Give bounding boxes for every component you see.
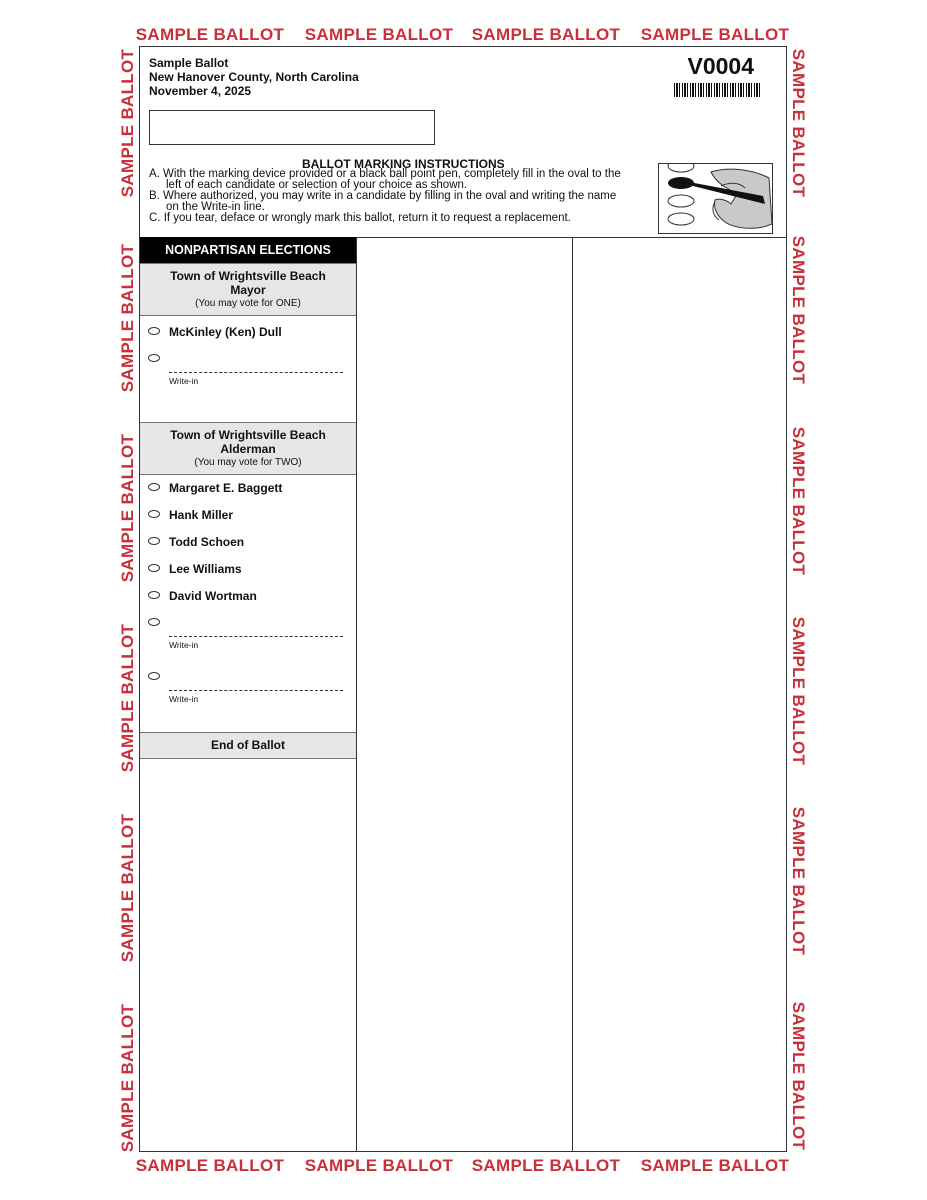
candidate-row[interactable]	[140, 584, 356, 611]
write-in-row[interactable]	[140, 665, 356, 719]
instructions	[149, 169, 649, 224]
hand-pen-icon	[659, 164, 772, 233]
watermark-right-3: SAMPLE BALLOT	[789, 426, 808, 576]
vote-oval[interactable]	[148, 564, 160, 572]
watermark-bottom-2: SAMPLE BALLOT	[304, 1156, 454, 1175]
ballot-county: New Hanover County, North Carolina	[149, 70, 359, 84]
watermark-left-2: SAMPLE BALLOT	[118, 243, 137, 393]
watermark-right-5: SAMPLE BALLOT	[789, 806, 808, 956]
contest-header-alderman	[140, 422, 356, 475]
barcode	[674, 83, 762, 97]
candidate-name: Hank Miller	[169, 508, 234, 522]
section-title: NONPARTISAN ELECTIONS	[140, 237, 356, 263]
vote-oval[interactable]	[148, 483, 160, 491]
candidate-row[interactable]	[140, 320, 356, 347]
contest-office: Alderman	[220, 442, 276, 456]
candidate-name: David Wortman	[169, 589, 257, 603]
write-in-line[interactable]	[169, 372, 343, 373]
vote-oval[interactable]	[148, 537, 160, 545]
ballot-header	[140, 47, 786, 238]
candidate-row[interactable]	[140, 557, 356, 584]
precinct-box	[149, 110, 435, 145]
end-of-ballot: End of Ballot	[140, 732, 356, 759]
write-in-row[interactable]	[140, 611, 356, 665]
vote-oval[interactable]	[148, 327, 160, 335]
vote-oval[interactable]	[148, 354, 160, 362]
watermark-top-3: SAMPLE BALLOT	[471, 25, 621, 44]
candidate-row[interactable]	[140, 530, 356, 557]
ballot-column-3	[572, 237, 787, 1151]
vote-oval[interactable]	[148, 618, 160, 626]
watermark-bottom-3: SAMPLE BALLOT	[471, 1156, 621, 1175]
watermark-top-2: SAMPLE BALLOT	[304, 25, 454, 44]
watermark-left-6: SAMPLE BALLOT	[118, 1003, 137, 1153]
instruction-c: C. If you tear, deface or wrongly mark this ballot, return it to request a replacement.	[149, 212, 571, 224]
vote-oval[interactable]	[148, 591, 160, 599]
write-in-line[interactable]	[169, 690, 343, 691]
write-in-label: Write-in	[169, 694, 199, 704]
instructions-title: BALLOT MARKING INSTRUCTIONS	[302, 157, 505, 171]
contest-header-mayor	[140, 263, 356, 316]
candidate-name: McKinley (Ken) Dull	[169, 325, 282, 339]
ballot-column-2	[356, 237, 573, 1151]
ballot-title: Sample Ballot	[149, 56, 229, 70]
candidate-row[interactable]	[140, 503, 356, 530]
watermark-left-4: SAMPLE BALLOT	[118, 623, 137, 773]
watermark-left-1: SAMPLE BALLOT	[118, 48, 137, 198]
contest-jurisdiction: Town of Wrightsville Beach	[170, 428, 326, 442]
instruction-b: B. Where authorized, you may write in a candidate by filling in the oval and writing the name	[149, 190, 617, 202]
watermark-right-1: SAMPLE BALLOT	[789, 48, 808, 198]
instruction-b-cont: on the Write-in line.	[166, 201, 265, 213]
candidate-name: Todd Schoen	[169, 535, 245, 549]
contest-jurisdiction: Town of Wrightsville Beach	[170, 269, 326, 283]
vote-oval[interactable]	[148, 672, 160, 680]
write-in-line[interactable]	[169, 636, 343, 637]
watermark-left-3: SAMPLE BALLOT	[118, 433, 137, 583]
vote-instruction: (You may vote for ONE)	[195, 298, 301, 309]
watermark-right-2: SAMPLE BALLOT	[789, 235, 808, 385]
watermark-left-5: SAMPLE BALLOT	[118, 813, 137, 963]
ballot-date: November 4, 2025	[149, 84, 252, 98]
marking-example-image	[658, 163, 773, 234]
candidate-row[interactable]	[140, 476, 356, 503]
ballot-style-code: V0004	[687, 53, 754, 79]
ballot-info	[149, 56, 359, 98]
watermark-right-6: SAMPLE BALLOT	[789, 1001, 808, 1151]
watermark-right-4: SAMPLE BALLOT	[789, 616, 808, 766]
watermark-bottom-1: SAMPLE BALLOT	[135, 1156, 285, 1175]
watermark-bottom-4: SAMPLE BALLOT	[640, 1156, 790, 1175]
write-in-row[interactable]	[140, 347, 356, 401]
write-in-label: Write-in	[169, 376, 199, 386]
watermark-top-1: SAMPLE BALLOT	[135, 25, 285, 44]
instruction-a-cont: left of each candidate or selection of your choice as shown.	[166, 179, 468, 191]
candidate-name: Lee Williams	[169, 562, 242, 576]
watermark-top-4: SAMPLE BALLOT	[640, 25, 790, 44]
write-in-label: Write-in	[169, 640, 199, 650]
contest-office: Mayor	[230, 283, 266, 297]
vote-oval[interactable]	[148, 510, 160, 518]
candidate-name: Margaret E. Baggett	[169, 481, 283, 495]
vote-instruction: (You may vote for TWO)	[194, 457, 302, 468]
instruction-a: A. With the marking device provided or a black ball point pen, completely fill in the oval to the	[149, 168, 621, 180]
ballot	[139, 46, 787, 1152]
ballot-column-1	[140, 237, 357, 1151]
